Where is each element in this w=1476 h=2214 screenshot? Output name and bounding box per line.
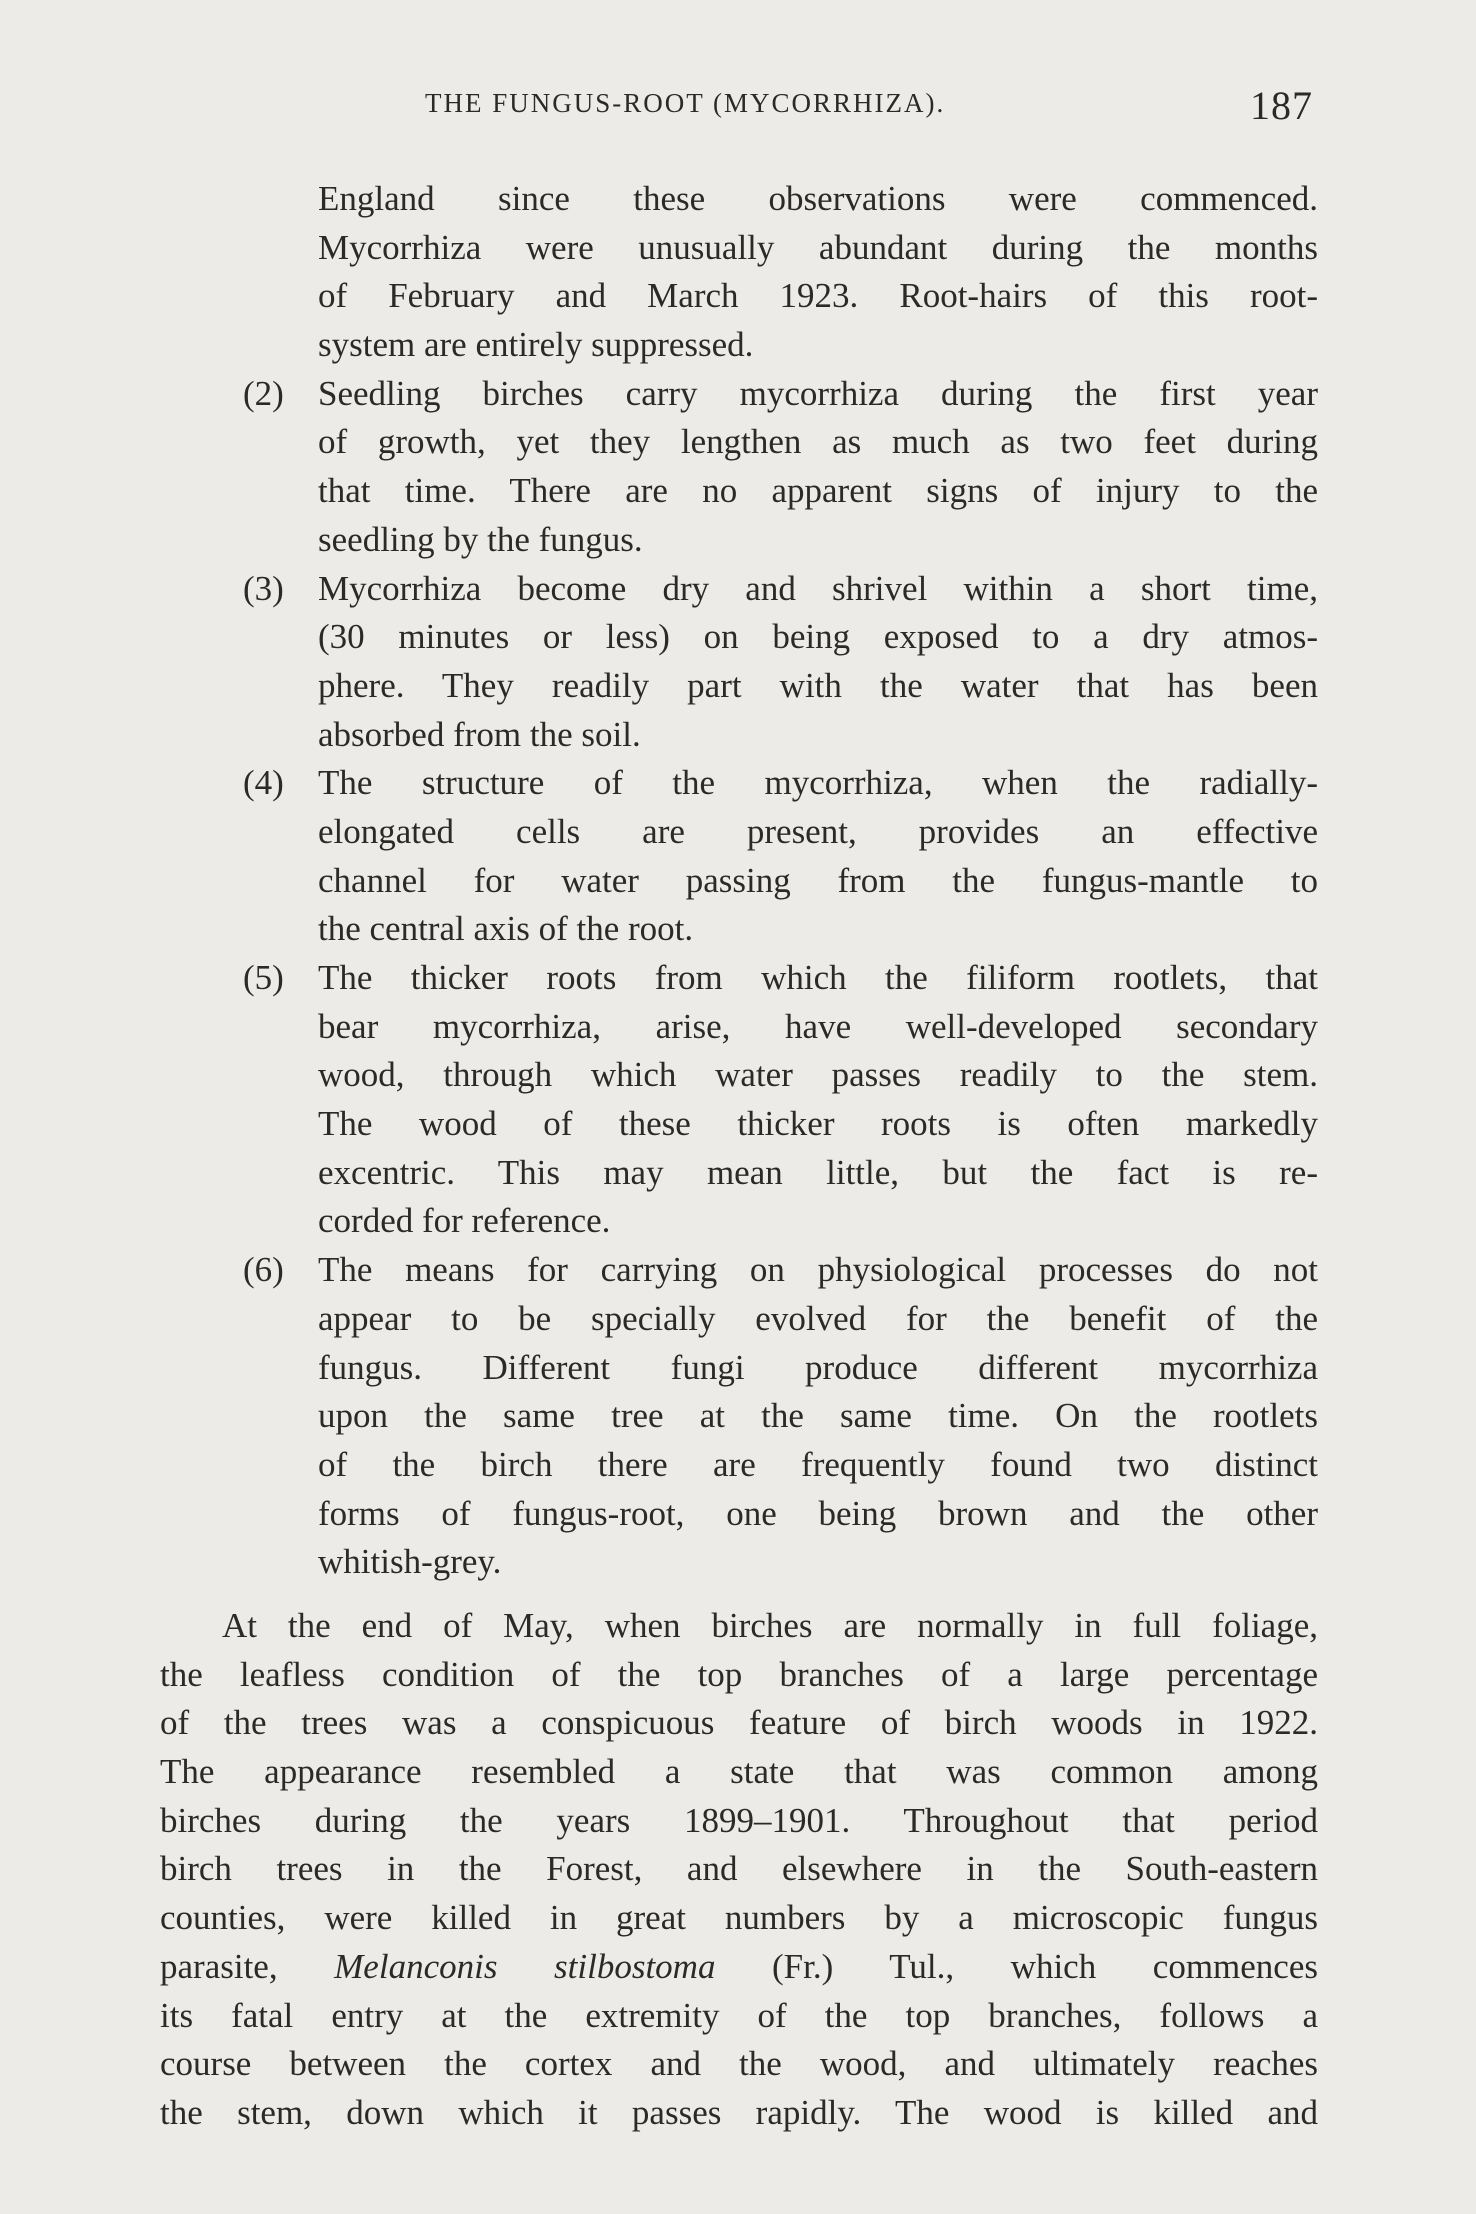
text-line: elongated cells are present, provides an effective <box>318 811 1318 851</box>
text-line: upon the same tree at the same time. On the rootlets <box>318 1396 1318 1436</box>
body-paragraph <box>160 1602 1318 2138</box>
text-line: seedling by the fungus. <box>318 519 643 559</box>
list-item-6 <box>0 1246 1318 1587</box>
running-head <box>0 83 1476 128</box>
text-line: England since these observations were commenced. <box>318 179 1318 218</box>
text-line: whitish-grey. <box>318 1542 502 1582</box>
text-line: of the birch there are frequently found two distinct <box>318 1444 1318 1484</box>
text-line: phere. They readily part with the water that has been <box>318 665 1318 705</box>
text-line: bear mycorrhiza, arise, have well-developed secondary <box>318 1006 1318 1046</box>
text-line: birches during the years 1899–1901. Throughout that period <box>160 1800 1318 1840</box>
running-title: THE FUNGUS-ROOT (MYCORRHIZA). <box>425 88 946 118</box>
continued-item <box>0 175 1318 370</box>
item-number: (3) <box>243 568 284 608</box>
list-item-5 <box>0 954 1318 1246</box>
item-number: (2) <box>243 373 284 413</box>
text-line: the stem, down which it passes rapidly. The wood is killed and <box>160 2092 1318 2132</box>
text-line: corded for reference. <box>318 1201 611 1241</box>
text-line: of the trees was a conspicuous feature of birch woods in 1922. <box>160 1703 1318 1743</box>
text-line: system are entirely suppressed. <box>318 325 754 365</box>
species-line <box>160 1943 1318 1992</box>
text-line: The thicker roots from which the filiform rootlets, that <box>318 958 1318 997</box>
text-line: counties, were killed in great numbers by a microscopic fungus <box>160 1898 1318 1938</box>
list-item-4 <box>0 759 1318 954</box>
text-line: absorbed from the soil. <box>318 714 641 754</box>
species-line-before: parasite, <box>160 1946 335 1986</box>
text-line: course between the cortex and the wood, and ultimately reaches <box>160 2044 1318 2084</box>
item-number: (5) <box>243 958 284 997</box>
text-line: birch trees in the Forest, and elsewhere in the South-eastern <box>160 1849 1318 1889</box>
text-line: Mycorrhiza were unusually abundant during the months <box>318 227 1318 267</box>
text-line: Mycorrhiza become dry and shrivel within a short time, <box>318 568 1318 608</box>
list-item-2 <box>0 370 1318 565</box>
species-name: Melanconis stilbostoma <box>334 1946 716 1986</box>
text-line: The structure of the mycorrhiza, when the radially- <box>318 763 1318 803</box>
text-line: The wood of these thicker roots is often markedly <box>318 1104 1318 1144</box>
text-line: fungus. Different fungi produce different mycorrhiza <box>318 1347 1318 1387</box>
text-line: of February and March 1923. Root-hairs of this root- <box>318 276 1318 316</box>
text-line: the leafless condition of the top branches of a large percentage <box>160 1654 1318 1694</box>
text-line: the central axis of the root. <box>318 909 694 949</box>
text-line: excentric. This may mean little, but the fact is re- <box>318 1152 1318 1192</box>
numbered-list <box>0 175 1476 1587</box>
text-line: its fatal entry at the extremity of the top branches, follows a <box>160 1995 1318 2035</box>
species-line-after: (Fr.) Tul., which commences <box>715 1946 1318 1986</box>
text-line: appear to be specially evolved for the benefit of the <box>318 1298 1318 1338</box>
text-line: At the end of May, when birches are normally in full foliage, <box>222 1606 1318 1645</box>
item-number: (4) <box>243 763 284 803</box>
text-line: The means for carrying on physiological processes do not <box>318 1250 1318 1290</box>
text-line: that time. There are no apparent signs of injury to the <box>318 471 1318 511</box>
text-line: channel for water passing from the fungus-mantle to <box>318 860 1318 900</box>
text-line: (30 minutes or less) on being exposed to a dry atmos- <box>318 617 1318 657</box>
text-line: The appearance resembled a state that was common among <box>160 1752 1318 1792</box>
list-item-3 <box>0 565 1318 760</box>
text-line: wood, through which water passes readily to the stem. <box>318 1055 1318 1095</box>
item-number: (6) <box>243 1250 284 1290</box>
text-line: of growth, yet they lengthen as much as two feet during <box>318 422 1318 462</box>
text-line: Seedling birches carry mycorrhiza during the first year <box>318 373 1318 413</box>
text-line: forms of fungus-root, one being brown and the other <box>318 1493 1318 1533</box>
page-number: 187 <box>1250 83 1313 128</box>
